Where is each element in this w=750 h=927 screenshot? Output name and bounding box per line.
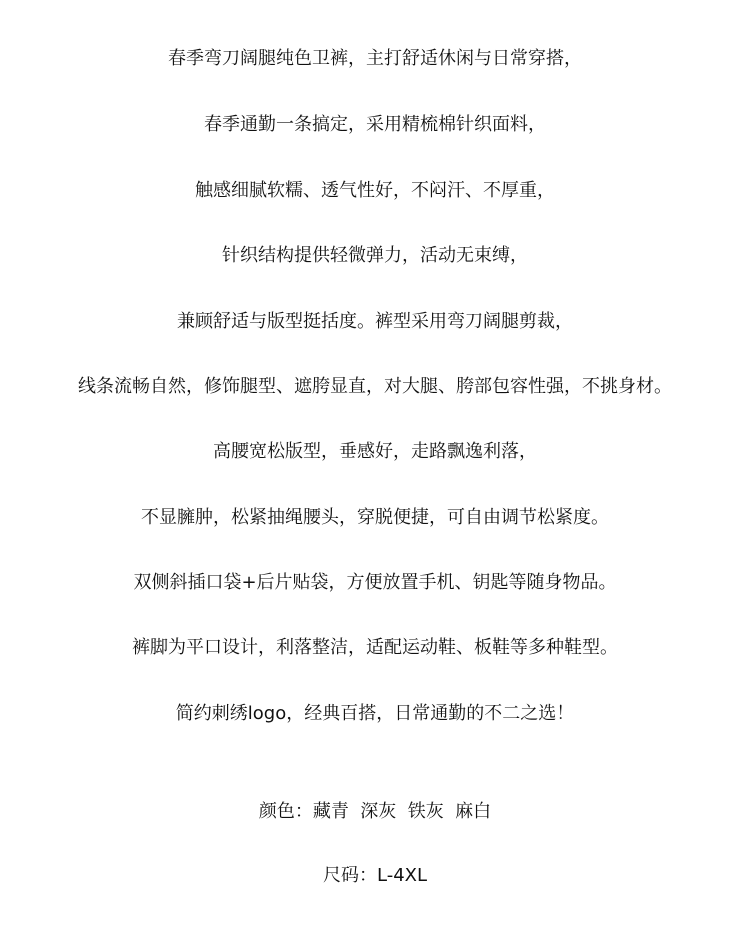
description-line: 高腰宽松版型，垂感好，走路飘逸利落，	[213, 441, 537, 462]
description-line: 简约刺绣logo，经典百搭，日常通勤的不二之选！	[175, 703, 575, 724]
description-line: 线条流畅自然，修饰腿型、遮胯显直，对大腿、胯部包容性强，不挑身材。	[78, 376, 672, 397]
description-line: 兼顾舒适与版型挺括度。裤型采用弯刀阔腿剪裁，	[177, 311, 573, 332]
description-line: 不显臃肿，松紧抽绳腰头，穿脱便捷，可自由调节松紧度。	[141, 507, 609, 528]
description-line: 裤脚为平口设计，利落整洁，适配运动鞋、板鞋等多种鞋型。	[132, 637, 618, 658]
description-line: 春季弯刀阔腿纯色卫裤，主打舒适休闲与日常穿搭，	[168, 48, 582, 69]
description-line: 春季通勤一条搞定，采用精梳棉针织面料，	[204, 114, 546, 135]
description-line: 触感细腻软糯、透气性好，不闷汗、不厚重，	[195, 180, 555, 201]
description-line: 双侧斜插口袋+后片贴袋，方便放置手机、钥匙等随身物品。	[133, 572, 617, 593]
size-range: 尺码：L-4XL	[322, 865, 428, 886]
color-options: 颜色：藏青 深灰 铁灰 麻白	[258, 801, 492, 822]
description-line: 针织结构提供轻微弹力，活动无束缚，	[222, 245, 528, 266]
